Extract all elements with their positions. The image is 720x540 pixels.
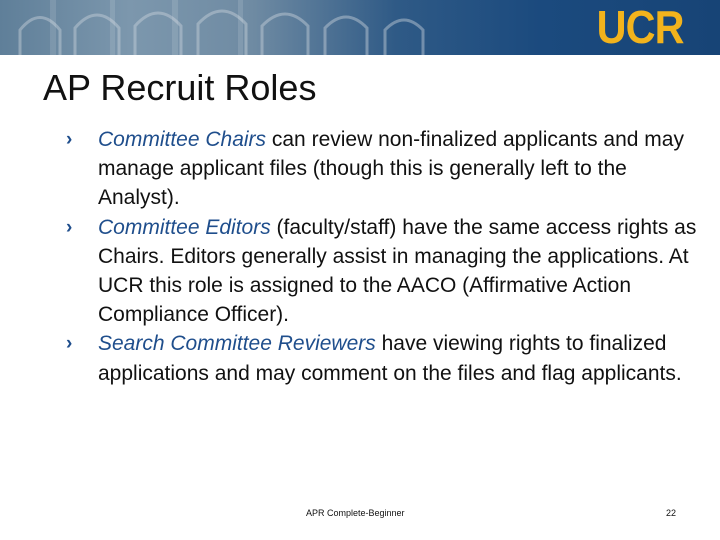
role-description: have viewing rights to finalized applications and may comment on the files and flag applicants. bbox=[98, 332, 682, 385]
chevron-right-icon: › bbox=[66, 333, 73, 355]
role-description: can review non-finalized applicants and may manage applicant files (though this is generally left to the Analyst). bbox=[98, 128, 684, 210]
slide-title: AP Recruit Roles bbox=[43, 67, 317, 108]
bullet-item bbox=[63, 213, 703, 330]
page-number: 22 bbox=[666, 508, 677, 518]
header-divider bbox=[0, 55, 720, 58]
role-description: (faculty/staff) have the same access rights as Chairs. Editors generally assist in managing the applications. At UCR this role is assigned to the AACO (Affirmative Action Compliance Officer). bbox=[98, 215, 697, 327]
chevron-right-icon: › bbox=[66, 216, 73, 238]
bullet-item bbox=[63, 125, 703, 213]
role-name: Committee Editors bbox=[98, 215, 271, 239]
footer-text: APR Complete-Beginner bbox=[306, 508, 405, 518]
bullet-list bbox=[63, 125, 703, 388]
header-banner bbox=[0, 0, 720, 55]
bullet-item bbox=[63, 329, 703, 387]
role-name: Search Committee Reviewers bbox=[98, 332, 376, 356]
ucr-logo: UCR bbox=[596, 1, 684, 53]
chevron-right-icon: › bbox=[66, 129, 73, 150]
role-name: Committee Chairs bbox=[98, 128, 267, 151]
